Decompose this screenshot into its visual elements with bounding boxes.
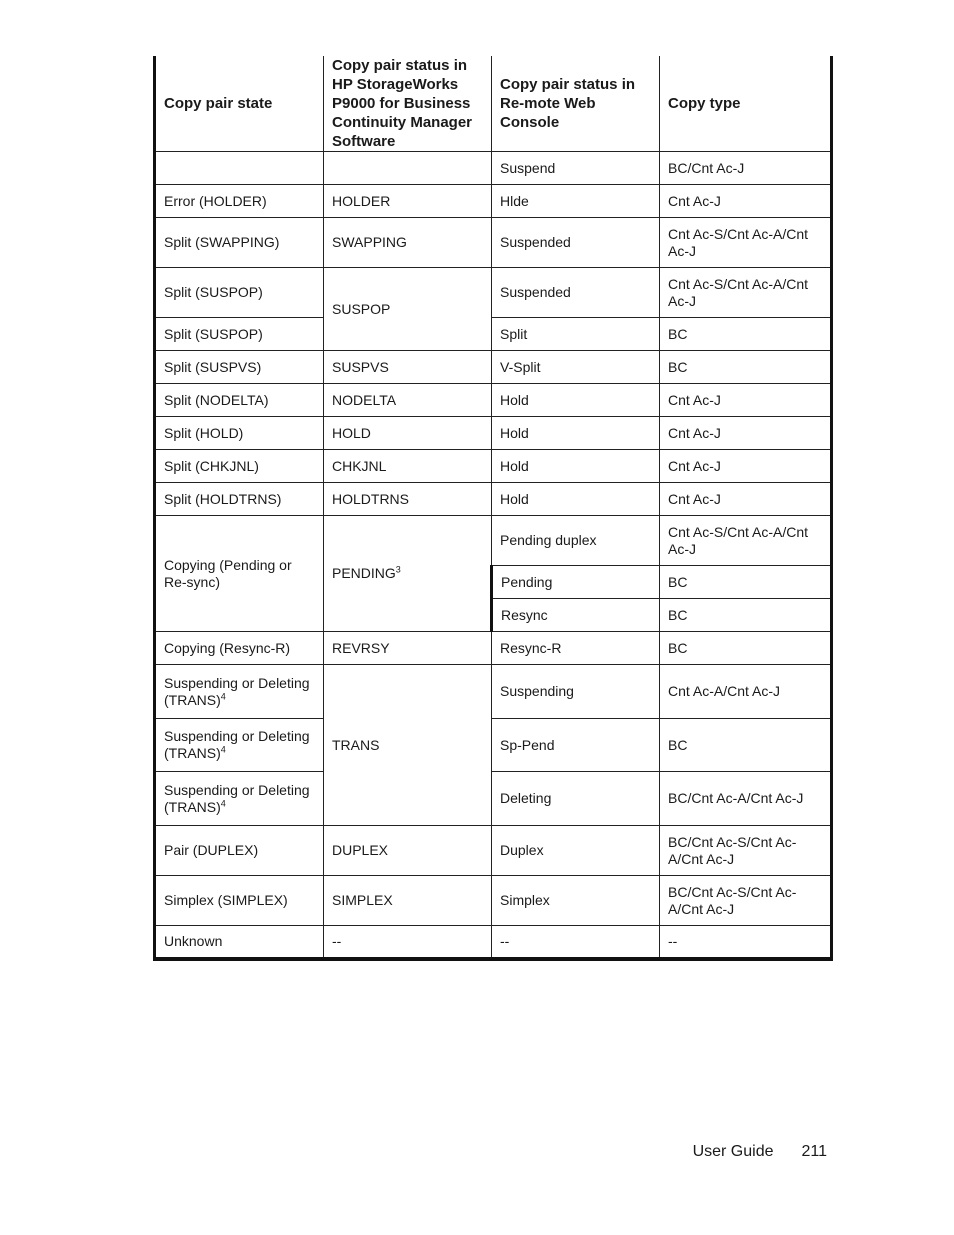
table-row	[155, 351, 832, 384]
footnote-marker: 3	[395, 564, 401, 575]
cell-state: Copying (Resync-R)	[155, 632, 324, 665]
cell-state: Unknown	[155, 926, 324, 959]
footnote-marker: 4	[220, 690, 226, 701]
cell-bcm-status: SWAPPING	[324, 218, 492, 268]
table-row	[155, 826, 832, 876]
cell-copy-type: BC	[660, 351, 832, 384]
table-row	[155, 318, 832, 351]
cell-copy-type: Cnt Ac-J	[660, 450, 832, 483]
cell-rwc-status: --	[492, 926, 660, 959]
cell-state: Split (SWAPPING)	[155, 218, 324, 268]
cell-state: Simplex (SIMPLEX)	[155, 876, 324, 926]
footer-label: User Guide	[692, 1143, 774, 1160]
cell-state	[155, 152, 324, 185]
cell-copy-type: Cnt Ac-J	[660, 384, 832, 417]
cell-copy-type: Cnt Ac-S/Cnt Ac-A/Cnt Ac-J	[660, 516, 832, 566]
cell-rwc-status: Hlde	[492, 185, 660, 218]
cell-copy-type: BC/Cnt Ac-S/Cnt Ac-A/Cnt Ac-J	[660, 876, 832, 926]
cell-copy-type: Cnt Ac-S/Cnt Ac-A/Cnt Ac-J	[660, 268, 832, 318]
cell-bcm-status: SUSPVS	[324, 351, 492, 384]
cell-state: Split (HOLDTRNS)	[155, 483, 324, 516]
cell-copy-type: Cnt Ac-J	[660, 185, 832, 218]
cell-bcm-status: HOLDTRNS	[324, 483, 492, 516]
cell-bcm-status: --	[324, 926, 492, 959]
table-row	[155, 632, 832, 665]
header-rwc-status: Copy pair status in Re-mote Web Console	[492, 56, 660, 152]
cell-copy-type: BC/Cnt Ac-S/Cnt Ac-A/Cnt Ac-J	[660, 826, 832, 876]
cell-bcm-status: SIMPLEX	[324, 876, 492, 926]
cell-bcm-status: REVRSY	[324, 632, 492, 665]
cell-bcm-status: HOLD	[324, 417, 492, 450]
footnote-marker: 4	[220, 744, 226, 755]
cell-copy-type: BC	[660, 318, 832, 351]
cell-bcm-status: NODELTA	[324, 384, 492, 417]
cell-rwc-status: Resync	[492, 599, 660, 632]
cell-rwc-status: Split	[492, 318, 660, 351]
trans-label: Suspending or Deleting (TRANS)	[164, 781, 310, 815]
cell-copy-type: BC/Cnt Ac-J	[660, 152, 832, 185]
table-row	[155, 268, 832, 318]
table-row	[155, 665, 832, 719]
cell-copy-type: BC/Cnt Ac-A/Cnt Ac-J	[660, 772, 832, 826]
page-footer	[693, 1143, 827, 1161]
cell-rwc-status: Hold	[492, 384, 660, 417]
cell-bcm-status: SUSPOP	[324, 268, 492, 351]
table-row	[155, 876, 832, 926]
table-header-row	[155, 56, 832, 152]
cell-rwc-status: Suspended	[492, 268, 660, 318]
cell-copy-type: Cnt Ac-J	[660, 483, 832, 516]
cell-rwc-status: V-Split	[492, 351, 660, 384]
cell-copy-type: BC	[660, 719, 832, 772]
page-number: 211	[801, 1143, 827, 1160]
cell-state: Split (HOLD)	[155, 417, 324, 450]
table-row	[155, 218, 832, 268]
table-row	[155, 417, 832, 450]
table-row	[155, 926, 832, 959]
cell-state: Pair (DUPLEX)	[155, 826, 324, 876]
cell-bcm-status: DUPLEX	[324, 826, 492, 876]
cell-rwc-status: Hold	[492, 450, 660, 483]
header-bcm-status: Copy pair status in HP StorageWorks P9000 for Business Continuity Manager Software	[324, 56, 492, 152]
cell-rwc-status: Deleting	[492, 772, 660, 826]
cell-state	[155, 719, 324, 772]
cell-state: Split (NODELTA)	[155, 384, 324, 417]
cell-rwc-status: Suspend	[492, 152, 660, 185]
cell-rwc-status: Resync-R	[492, 632, 660, 665]
table-row	[155, 384, 832, 417]
cell-copy-type: Cnt Ac-S/Cnt Ac-A/Cnt Ac-J	[660, 218, 832, 268]
table-row	[155, 450, 832, 483]
table-row	[155, 719, 832, 772]
table-row	[155, 516, 832, 566]
cell-copy-type: BC	[660, 599, 832, 632]
footnote-marker: 4	[220, 797, 226, 808]
table-row	[155, 483, 832, 516]
table-row	[155, 772, 832, 826]
cell-rwc-status: Simplex	[492, 876, 660, 926]
cell-bcm-status	[324, 152, 492, 185]
cell-rwc-status: Pending	[492, 566, 660, 599]
header-copy-type: Copy type	[660, 56, 832, 152]
cell-rwc-status: Suspending	[492, 665, 660, 719]
cell-state: Split (SUSPOP)	[155, 318, 324, 351]
pending-label: PENDING	[332, 565, 396, 581]
cell-copy-type: --	[660, 926, 832, 959]
cell-bcm-status	[324, 516, 492, 632]
cell-state	[155, 665, 324, 719]
cell-rwc-status: Suspended	[492, 218, 660, 268]
header-copy-pair-state: Copy pair state	[155, 56, 324, 152]
cell-copy-type: BC	[660, 632, 832, 665]
cell-rwc-status: Hold	[492, 417, 660, 450]
trans-label: Suspending or Deleting (TRANS)	[164, 728, 310, 761]
trans-label: Suspending or Deleting (TRANS)	[164, 674, 310, 708]
cell-bcm-status: TRANS	[324, 665, 492, 826]
cell-state: Split (CHKJNL)	[155, 450, 324, 483]
cell-state	[155, 772, 324, 826]
cell-state: Split (SUSPOP)	[155, 268, 324, 318]
copy-pair-status-table	[153, 56, 833, 961]
cell-copy-type: BC	[660, 566, 832, 599]
cell-state: Copying (Pending or Re-sync)	[155, 516, 324, 632]
cell-state: Error (HOLDER)	[155, 185, 324, 218]
cell-rwc-status: Hold	[492, 483, 660, 516]
cell-rwc-status: Pending duplex	[492, 516, 660, 566]
cell-copy-type: Cnt Ac-J	[660, 417, 832, 450]
cell-bcm-status: HOLDER	[324, 185, 492, 218]
table-row	[155, 185, 832, 218]
table-row	[155, 152, 832, 185]
cell-copy-type: Cnt Ac-A/Cnt Ac-J	[660, 665, 832, 719]
cell-bcm-status: CHKJNL	[324, 450, 492, 483]
cell-rwc-status: Sp-Pend	[492, 719, 660, 772]
cell-state: Split (SUSPVS)	[155, 351, 324, 384]
cell-rwc-status: Duplex	[492, 826, 660, 876]
